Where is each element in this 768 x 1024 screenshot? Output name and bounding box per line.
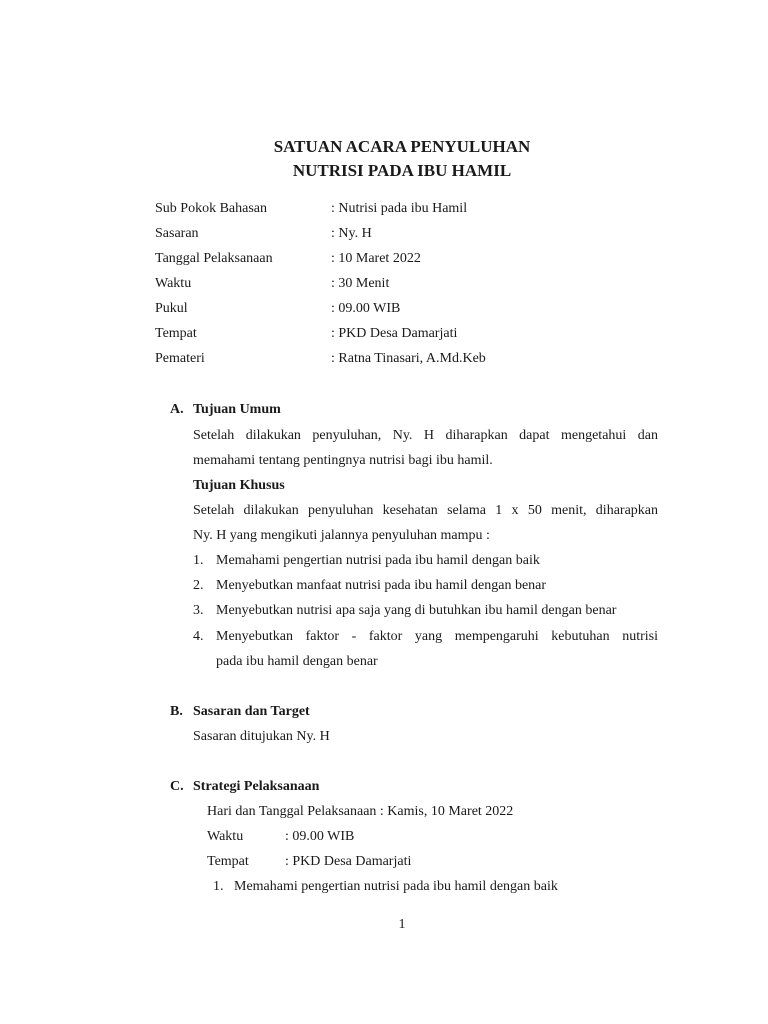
page-number: 1 [398,917,406,932]
info-row [155,299,486,324]
paragraph-line: Setelah dilakukan penyuluhan, Ny. H diharapkan dapat mengetahui dan [193,428,658,443]
list-item-continuation: pada ibu hamil dengan benar [216,654,378,669]
list-item-number: 4. [193,629,204,644]
info-label: Tempat [155,326,197,341]
info-label: Pukul [155,301,188,316]
section-b-title: Sasaran dan Target [193,704,310,719]
info-label: Waktu [155,276,192,291]
info-label: Sasaran [155,226,199,241]
info-value: : PKD Desa Damarjati [331,326,458,341]
section-a-letter: A. [170,402,184,417]
info-label: Sub Pokok Bahasan [155,201,267,216]
section-a-title: Tujuan Umum [193,402,281,417]
info-value: : Nutrisi pada ibu Hamil [331,201,468,216]
list-item: Menyebutkan nutrisi apa saja yang di butuhkan ibu hamil dengan benar [216,603,617,618]
info-value: : Ny. H [331,226,372,241]
section-b-text: Sasaran ditujukan Ny. H [193,729,330,744]
section-c-date-line: Hari dan Tanggal Pelaksanaan : Kamis, 10 Maret 2022 [207,804,514,819]
info-label: Tanggal Pelaksanaan [155,251,273,266]
list-item: Menyebutkan faktor - faktor yang mempengaruhi kebutuhan nutrisi [216,629,658,644]
info-value: : 10 Maret 2022 [331,251,421,266]
list-item-number: 1. [213,879,224,894]
info-table [155,199,486,374]
list-item: Menyebutkan manfaat nutrisi pada ibu hamil dengan benar [216,578,547,593]
info-row [155,349,486,374]
info-row [155,199,486,224]
info-row [155,249,486,274]
paragraph-line: Setelah dilakukan penyuluhan kesehatan selama 1 x 50 menit, diharapkan [193,503,658,518]
paragraph-line: memahami tentang pentingnya nutrisi bagi ibu hamil. [193,453,493,468]
section-c-title: Strategi Pelaksanaan [193,779,320,794]
info-label: Pemateri [155,351,205,366]
list-item-number: 1. [193,553,204,568]
list-item-number: 3. [193,603,204,618]
list-item: Memahami pengertian nutrisi pada ibu hamil dengan baik [216,553,540,568]
paragraph-line: Ny. H yang mengikuti jalannya penyuluhan mampu : [193,528,490,543]
list-item-number: 2. [193,578,204,593]
section-a-subtitle: Tujuan Khusus [193,478,285,493]
list-item: Memahami pengertian nutrisi pada ibu hamil dengan baik [234,879,558,894]
section-c-tempat-value: : PKD Desa Damarjati [285,854,412,869]
section-b-letter: B. [170,704,183,719]
info-value: : 30 Menit [331,276,390,291]
section-c-waktu-value: : 09.00 WIB [285,829,355,844]
section-c-letter: C. [170,779,184,794]
section-c-waktu-label: Waktu [207,829,244,844]
info-value: : Ratna Tinasari, A.Md.Keb [331,351,486,366]
info-row [155,324,486,349]
info-value: : 09.00 WIB [331,301,401,316]
section-c-tempat-label: Tempat [207,854,249,869]
document-title-line1: SATUAN ACARA PENYULUHAN [273,137,531,156]
section-a-paragraph-1 [193,426,658,476]
document-title-line2: NUTRISI PADA IBU HAMIL [292,161,512,180]
section-a-paragraph-2 [193,501,658,551]
info-row [155,224,486,249]
info-row [155,274,486,299]
